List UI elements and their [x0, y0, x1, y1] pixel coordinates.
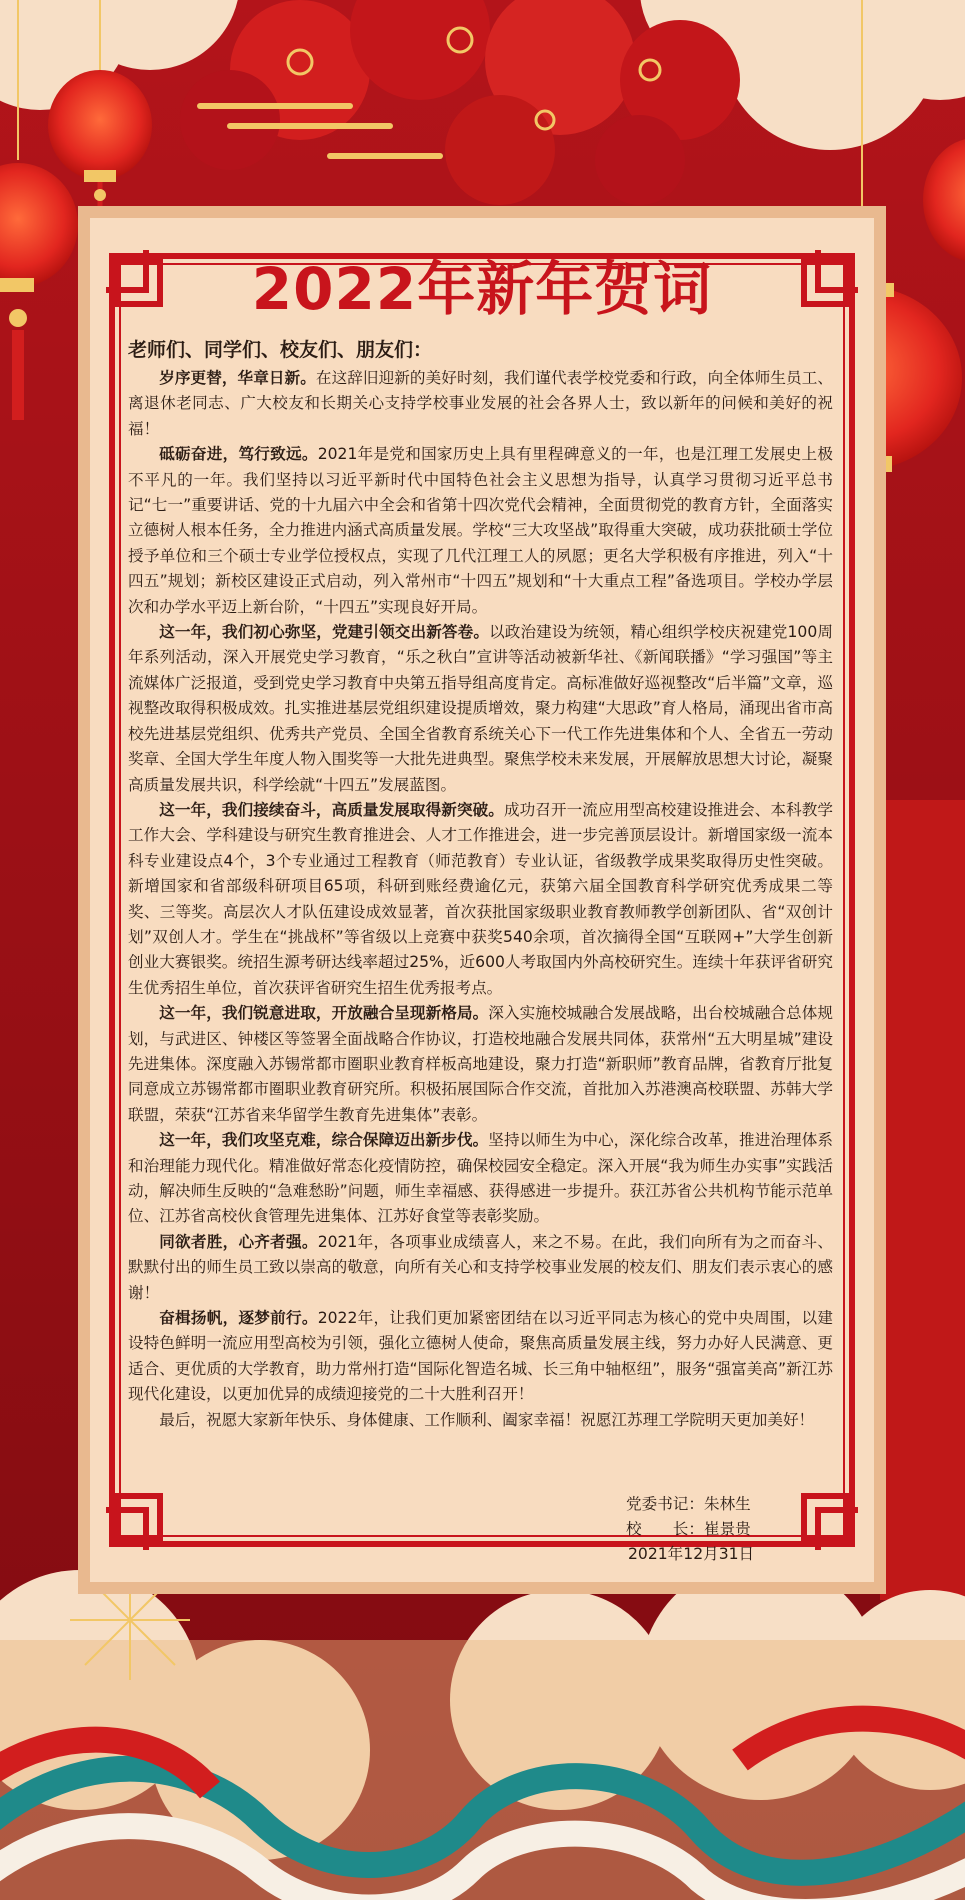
paragraph-text: 在这辞旧迎新的美好时刻，我们谨代表学校党委和行政，向全体师生员工、离退休老同志、广大校友和长期关心支持学校事业发展的社会各界人士，致以新年的问候和美好的祝福！	[128, 369, 833, 438]
paragraph-lead: 这一年，我们攻坚克难，综合保障迈出新步伐。	[159, 1131, 489, 1150]
paragraph-lead: 奋楫扬帆，逐梦前行。	[159, 1309, 318, 1328]
signature-name: 崔景贵	[703, 1520, 751, 1538]
paragraph-lead: 这一年，我们接续奋斗，高质量发展取得新突破。	[159, 800, 504, 819]
paragraph	[128, 442, 833, 620]
signature-block	[626, 1492, 754, 1567]
paragraph-lead: 岁序更替，华章日新。	[159, 369, 316, 387]
paragraph	[128, 620, 833, 798]
chinese-knot-icon	[804, 1496, 858, 1550]
paragraph	[128, 1306, 833, 1408]
side-red-band	[880, 800, 965, 1600]
chinese-knot-icon	[106, 1496, 160, 1550]
greeting: 老师们、同学们、校友们、朋友们：	[128, 339, 433, 361]
paragraph	[128, 1001, 833, 1128]
paragraph-lead: 这一年，我们初心弥坚，党建引领交出新答卷。	[159, 623, 490, 642]
signature-line	[626, 1517, 754, 1542]
paragraph-text: 深入实施校城融合发展战略，出台校城融合总体规划，与武进区、钟楼区等签署全面战略合作协议，打造校地融合发展共同体，获常州“五大明星城”建设先进集体。深度融入苏锡常都市圈职业教育样板高地建设，聚力打造“新职师”教育品牌，省教育厅批复同意成立苏锡常都市圈职业教育研究所。积极拓展国际合作交流，首批加入苏港澳高校联盟、苏韩大学联盟，荣获“江苏省来华留学生教育先进集体”表彰。	[128, 1004, 833, 1124]
paragraph-lead: 砥砺奋进，笃行致远。	[159, 445, 318, 464]
paragraph	[128, 798, 833, 1001]
paragraph-text: 以政治建设为统领，精心组织学校庆祝建党100周年系列活动，深入开展党史学习教育，“乐之秋白”宣讲等活动被新华社、《新闻联播》“学习强国”等主流媒体广泛报道，受到党史学习教育中央第五指导组高度肯定。高标准做好巡视整改“后半篇”文章，巡视整改取得积极成效。扎实推进基层党组织建设提质增效，聚力构建“大思政”育人格局，涌现出省市高校先进基层党组织、优秀共产党员、全国全省教育系统关心下一代工作先进集体和个人、全省五一劳动奖章、全国大学生年度人物入围奖等一大批先进典型。聚焦学校未来发展，开展解放思想大讨论，凝聚高质量发展共识，科学绘就“十四五”发展蓝图。	[128, 623, 833, 794]
paragraph-text: 2021年，各项事业成绩喜人，来之不易。在此，我们向所有为之而奋斗、默默付出的师生员工致以崇高的敬意，向所有关心和支持学校事业发展的校友们、朋友们表示衷心的感谢！	[128, 1232, 833, 1302]
signature-name: 朱林生	[703, 1495, 751, 1513]
paragraph-lead: 这一年，我们锐意进取，开放融合呈现新格局。	[159, 1004, 489, 1023]
letter-body	[128, 336, 833, 1433]
signature-line	[626, 1492, 754, 1517]
paragraph-text: 最后，祝愿大家新年快乐、身体健康、工作顺利、阖家幸福！祝愿江苏理工学院明天更加美好！	[159, 1410, 815, 1429]
paragraph	[128, 366, 833, 442]
paragraph	[128, 1128, 833, 1230]
signature-role: 校 长：	[626, 1520, 704, 1538]
paragraph-text: 2021年是党和国家历史上具有里程碑意义的一年，也是江理工发展史上极不平凡的一年。我们坚持以习近平新时代中国特色社会主义思想为指导，认真学习贯彻习近平总书记“七一”重要讲话、党的十九届六中全会和省第十四次党代会精神，全面贯彻党的教育方针，全面落实立德树人根本任务，全力推进内涵式高质量发展。学校“三大攻坚战”取得重大突破，成功获批硕士学位授予单位和三个硕士专业学位授权点，实现了几代江理工人的夙愿；更名大学积极有序推进，列入“十四五”规划；新校区建设正式启动，列入常州市“十四五”规划和“十大重点工程”备选项目。学校办学层次和办学水平迈上新台阶，“十四五”实现良好开局。	[128, 445, 833, 616]
paragraph-text: 成功召开一流应用型高校建设推进会、本科教学工作大会、学科建设与研究生教育推进会、人才工作推进会，进一步完善顶层设计。新增国家级一流本科专业建设点4个，3个专业通过工程教育（师范教育）专业认证，省级教学成果奖取得历史性突破。新增国家和省部级科研项目65项，科研到账经费逾亿元，获第六届全国教育科学研究优秀成果二等奖、三等奖。高层次人才队伍建设成效显著，首次获批国家级职业教育教师教学创新团队、省“双创计划”双创人才。学生在“挑战杯”等省级以上竞赛中获奖540余项，首次摘得全国“互联网+”大学生创新创业大赛银奖。统招生源考研达线率超过25%，近600人考取国内外高校研究生。连续十年获评省研究生优秀招生单位，首次获评省研究生招生优秀报考点。	[128, 800, 833, 997]
signature-role: 党委书记：	[626, 1495, 704, 1513]
paragraph-text: 坚持以师生为中心，深化综合改革，推进治理体系和治理能力现代化。精准做好常态化疫情防控，确保校园安全稳定。深入开展“我为师生办实事”实践活动，解决师生反映的“急难愁盼”问题，师生幸福感、获得感进一步提升。获江苏省公共机构节能示范单位、江苏省高校伙食管理先进集体、江苏好食堂等表彰奖励。	[128, 1131, 833, 1226]
paragraph-text: 2022年，让我们更加紧密团结在以习近平同志为核心的党中央周围，以建设特色鲜明一流应用型高校为引领，强化立德树人使命，聚焦高质量发展主线，努力办好人民满意、更适合、更优质的大学教育，助力常州打造“国际化智造名城、长三角中轴枢纽”，服务“强富美高”新江苏现代化建设，以更加优异的成绩迎接党的二十大胜利召开！	[128, 1309, 833, 1404]
paragraph	[128, 1408, 833, 1433]
page-title: 2022年新年贺词	[251, 255, 713, 323]
paragraph-lead: 同欲者胜，心齐者强。	[159, 1232, 318, 1251]
letter-date: 2021年12月31日	[628, 1545, 755, 1563]
paragraph	[128, 1230, 833, 1306]
